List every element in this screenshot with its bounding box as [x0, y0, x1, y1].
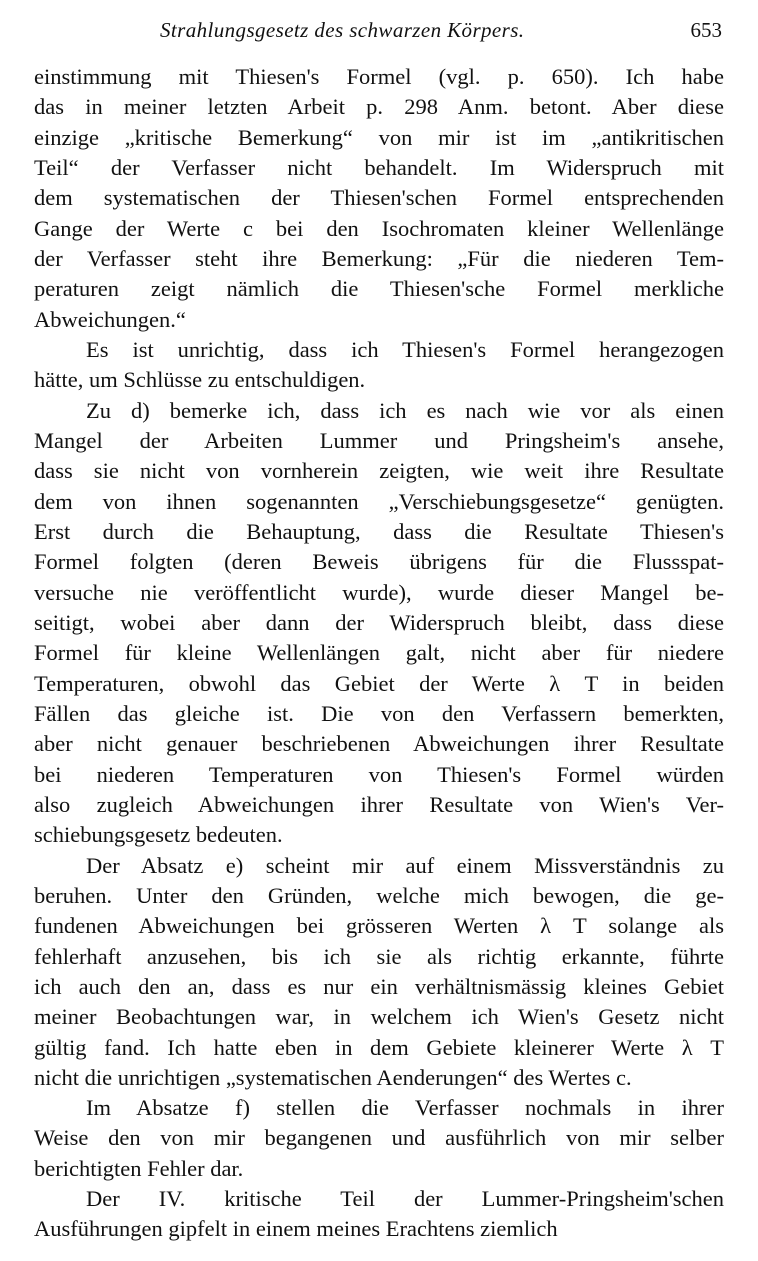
text-line: gültig fand. Ich hatte eben in dem Gebiete kleinerer Werte λ T	[34, 1034, 724, 1060]
paragraph	[34, 1093, 724, 1184]
paragraph	[34, 396, 724, 851]
paragraph	[34, 335, 724, 396]
text-line: aber nicht genauer beschriebenen Abweichungen ihrer Resultate	[34, 731, 724, 757]
text-line: fehlerhaft anzusehen, bis ich sie als richtig erkannte, führte	[34, 943, 724, 969]
text-line: Der IV. kritische Teil der Lummer-Pringsheim'schen	[86, 1186, 724, 1212]
text-line: berichtigten Fehler dar.	[34, 1155, 244, 1181]
text-line: Formel folgten (deren Beweis übrigens für die Flussspat-	[34, 549, 724, 575]
text-line: Zu d) bemerke ich, dass ich es nach wie vor als einen	[86, 397, 724, 423]
body-text	[34, 62, 724, 1245]
text-line: Teil“ der Verfasser nicht behandelt. Im Widerspruch mit	[34, 154, 724, 180]
text-line: versuche nie veröffentlicht wurde), wurde dieser Mangel be-	[34, 579, 724, 605]
text-line: hätte, um Schlüsse zu entschuldigen.	[34, 367, 366, 393]
text-line: einstimmung mit Thiesen's Formel (vgl. p. 650). Ich habe	[34, 64, 724, 89]
paragraph	[34, 851, 724, 1094]
paragraph	[34, 1184, 724, 1245]
text-line: Gange der Werte c bei den Isochromaten kleiner Wellenlänge	[34, 215, 724, 241]
text-line: dass sie nicht von vornherein zeigten, wie weit ihre Resultate	[34, 458, 724, 484]
text-line: Weise den von mir begangenen und ausführlich von mir selber	[34, 1125, 724, 1151]
text-line: Es ist unrichtig, dass ich Thiesen's Formel herangezogen	[86, 336, 724, 362]
text-line: schiebungsgesetz bedeuten.	[34, 822, 283, 848]
text-line: Ausführungen gipfelt in einem meines Erachtens ziemlich	[34, 1216, 558, 1242]
text-line: einzige „kritische Bemerkung“ von mir ist im „antikritischen	[34, 124, 724, 150]
text-line: Erst durch die Behauptung, dass die Resultate Thiesen's	[34, 518, 724, 544]
text-line: der Verfasser steht ihre Bemerkung: „Für die niederen Tem-	[34, 245, 724, 271]
text-line: meiner Beobachtungen war, in welchem ich Wien's Gesetz nicht	[34, 1004, 724, 1030]
page-number: 653	[690, 18, 722, 42]
text-line: bei niederen Temperaturen von Thiesen's Formel würden	[34, 761, 724, 787]
text-line: Temperaturen, obwohl das Gebiet der Werte λ T in beiden	[34, 670, 724, 696]
text-line: Fällen das gleiche ist. Die von den Verfassern bemerkten,	[34, 700, 724, 726]
paragraph	[34, 62, 724, 335]
text-line: fundenen Abweichungen bei grösseren Werten λ T solange als	[34, 913, 724, 939]
text-line: Im Absatze f) stellen die Verfasser nochmals in ihrer	[86, 1095, 724, 1121]
text-line: nicht die unrichtigen „systematischen Aenderungen“ des Wertes c.	[34, 1064, 632, 1090]
running-title: Strahlungsgesetz des schwarzen Körpers.	[160, 18, 525, 42]
text-line: das in meiner letzten Arbeit p. 298 Anm. betont. Aber diese	[34, 94, 724, 120]
text-line: dem systematischen der Thiesen'schen Formel entsprechenden	[34, 185, 724, 211]
running-head	[0, 18, 758, 50]
text-line: Der Absatz e) scheint mir auf einem Missverständnis zu	[86, 852, 724, 878]
text-line: beruhen. Unter den Gründen, welche mich bewogen, die ge-	[34, 882, 724, 908]
text-line: Abweichungen.“	[34, 306, 186, 332]
text-line: ich auch den an, dass es nur ein verhältnismässig kleines Gebiet	[34, 973, 724, 999]
text-line: also zugleich Abweichungen ihrer Resultate von Wien's Ver-	[34, 791, 724, 817]
text-line: Mangel der Arbeiten Lummer und Pringsheim's ansehe,	[34, 427, 724, 453]
text-line: Formel für kleine Wellenlängen galt, nicht aber für niedere	[34, 640, 724, 666]
text-line: seitigt, wobei aber dann der Widerspruch bleibt, dass diese	[34, 609, 724, 635]
text-line: peraturen zeigt nämlich die Thiesen'sche Formel merkliche	[34, 276, 724, 302]
text-line: dem von ihnen sogenannten „Verschiebungsgesetze“ genügten.	[34, 488, 724, 514]
